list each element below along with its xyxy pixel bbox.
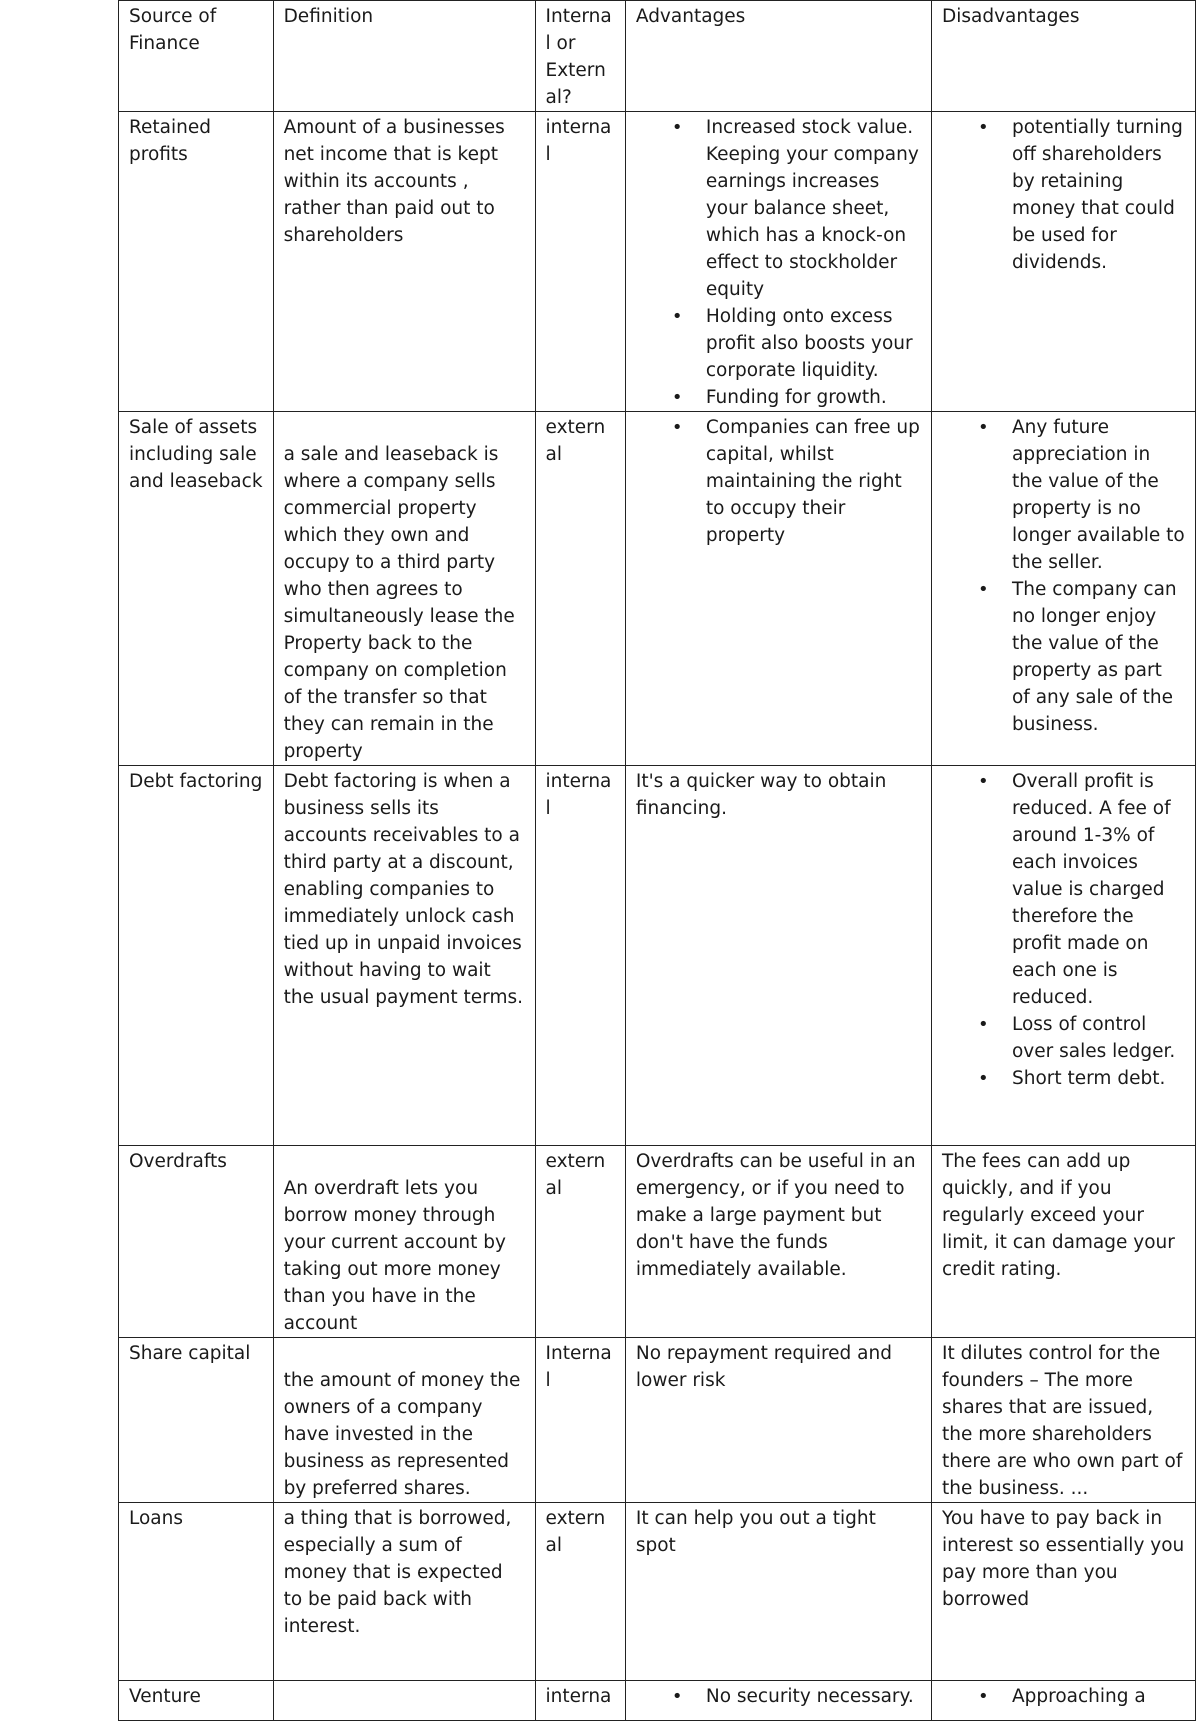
cell-advantages: No repayment required and lower risk — [625, 1338, 931, 1503]
cell-source: Debt factoring — [119, 766, 274, 1146]
cell-type: extern al — [535, 1146, 625, 1338]
cell-disadvantages: The fees can add up quickly, and if you regularly exceed your limit, it can damage your credit rating. — [931, 1146, 1195, 1338]
list-item: • Holding onto excess profit also boosts your corporate liquidity. — [706, 303, 921, 384]
list-item: • Any future appreciation in the value of the property is no longer available to the seller. — [1012, 414, 1185, 576]
list-item: • potentially turning off shareholders by retaining money that could be used for dividends. — [1012, 114, 1185, 276]
cell-definition: An overdraft lets you borrow money through your current account by taking out more money than you have in the account — [273, 1146, 535, 1338]
cell-source: Sale of assets including sale and leaseback — [119, 412, 274, 766]
list-item: • Overall profit is reduced. A fee of around 1-3% of each invoices value is charged therefore the profit made on each one is reduced. — [1012, 768, 1185, 1011]
cell-advantages — [625, 112, 931, 412]
cell-source: Venture — [119, 1681, 274, 1721]
list-item: • Funding for growth. — [706, 384, 921, 411]
list-item: • Loss of control over sales ledger. — [1012, 1011, 1185, 1065]
cell-type: interna l — [535, 766, 625, 1146]
cell-disadvantages: It dilutes control for the founders – The more shares that are issued, the more shareholders there are who own part of the business. ... — [931, 1338, 1195, 1503]
cell-type: interna — [535, 1681, 625, 1721]
table-row — [119, 766, 1196, 1146]
table-row — [119, 412, 1196, 766]
header-definition: Definition — [273, 1, 535, 112]
list-item: • The company can no longer enjoy the value of the property as part of any sale of the business. — [1012, 576, 1185, 738]
table-row — [119, 1338, 1196, 1503]
cell-advantages — [625, 1681, 931, 1721]
cell-definition — [273, 1681, 535, 1721]
cell-definition: Amount of a businesses net income that is kept within its accounts , rather than paid out to shareholders — [273, 112, 535, 412]
cell-advantages: Overdrafts can be useful in an emergency, or if you need to make a large payment but don't have the funds immediately available. — [625, 1146, 931, 1338]
header-advantages: Advantages — [625, 1, 931, 112]
cell-disadvantages — [931, 766, 1195, 1146]
list-item: • Companies can free up capital, whilst maintaining the right to occupy their property — [706, 414, 921, 549]
header-internal-external: Interna l or Extern al? — [535, 1, 625, 112]
header-source: Source of Finance — [119, 1, 274, 112]
table-header-row — [119, 1, 1196, 112]
table-row — [119, 1146, 1196, 1338]
cell-source: Retained profits — [119, 112, 274, 412]
cell-source: Share capital — [119, 1338, 274, 1503]
cell-type: extern al — [535, 1503, 625, 1681]
cell-disadvantages — [931, 412, 1195, 766]
table-row — [119, 112, 1196, 412]
header-disadvantages: Disadvantages — [931, 1, 1195, 112]
cell-source: Loans — [119, 1503, 274, 1681]
cell-type: Interna l — [535, 1338, 625, 1503]
table-row — [119, 1503, 1196, 1681]
cell-type: interna l — [535, 112, 625, 412]
cell-advantages: It's a quicker way to obtain financing. — [625, 766, 931, 1146]
finance-table — [118, 0, 1196, 1721]
cell-definition: a thing that is borrowed, especially a sum of money that is expected to be paid back with interest. — [273, 1503, 535, 1681]
list-item: • Approaching a — [1012, 1683, 1185, 1710]
cell-definition: a sale and leaseback is where a company sells commercial property which they own and occupy to a third party who then agrees to simultaneously lease the Property back to the company on completion of the transfer so that they can remain in the property — [273, 412, 535, 766]
list-item: • Short term debt. — [1012, 1065, 1185, 1092]
cell-type: extern al — [535, 412, 625, 766]
table-row — [119, 1681, 1196, 1721]
cell-definition: Debt factoring is when a business sells its accounts receivables to a third party at a discount, enabling companies to immediately unlock cash tied up in unpaid invoices without having to wait the usual payment terms. — [273, 766, 535, 1146]
list-item: • Increased stock value. Keeping your company earnings increases your balance sheet, which has a knock-on effect to stockholder equity — [706, 114, 921, 303]
list-item: • No security necessary. — [706, 1683, 921, 1710]
cell-advantages: It can help you out a tight spot — [625, 1503, 931, 1681]
cell-disadvantages — [931, 1681, 1195, 1721]
cell-advantages — [625, 412, 931, 766]
cell-definition: the amount of money the owners of a company have invested in the business as represented by preferred shares. — [273, 1338, 535, 1503]
cell-disadvantages — [931, 112, 1195, 412]
cell-source: Overdrafts — [119, 1146, 274, 1338]
cell-disadvantages: You have to pay back in interest so essentially you pay more than you borrowed — [931, 1503, 1195, 1681]
